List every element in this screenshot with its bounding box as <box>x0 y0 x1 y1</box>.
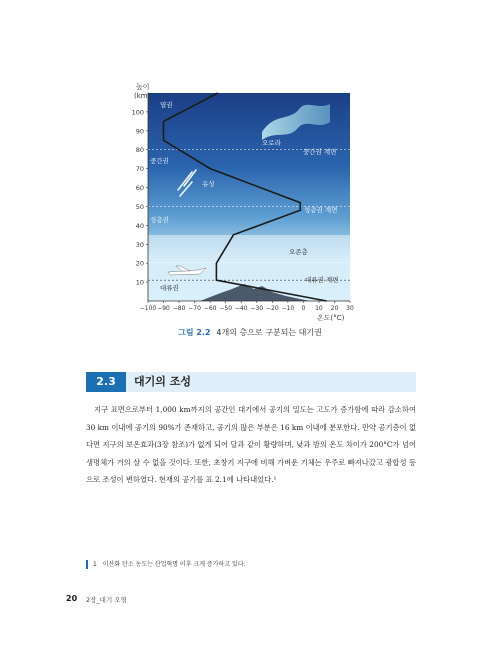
y-tick-label: 70 <box>135 165 144 174</box>
x-tick-label: −70 <box>188 305 201 312</box>
layer-mesosphere-label: 중간권 <box>150 157 169 165</box>
meteor-label: 유성 <box>202 180 215 188</box>
ozone-label: 오존층 <box>289 248 308 256</box>
y-tick-label: 60 <box>135 184 144 193</box>
y-axis-title: 높이 <box>136 83 150 91</box>
layer-stratosphere-label: 성층권 <box>150 216 169 224</box>
y-tick-label: 30 <box>135 240 144 249</box>
body-text <box>86 401 416 489</box>
x-tick-label: −60 <box>203 305 217 312</box>
body-paragraph: 지구 표면으로부터 1,000 km까지의 공간인 대기에서 공기의 밀도는 고도가 증가함에 따라 감소하여 30 km 이내에 공기의 90%가 존재하고, 공기의 많은 부분은 16 km 이내에 분포한다. 만약 공기층이 없다면 지구의 보온효과(3장 참조)가 없게 되어 달과 같이 황량하며, 낮과 밤의 온도 차이가 200°C가 넘어 생명체가 거의 살 수 없을 것이다. 또한, 초창기 지구에 비해 가벼운 기체는 우주로 빠져나갔고 광합성 등으로 조성이 변하였다. 현재의 공기를 표 2.1에 나타내었다.¹ <box>86 405 416 485</box>
x-tick-label: −90 <box>157 305 170 312</box>
x-tick-label: −80 <box>172 305 186 312</box>
y-tick-label: 90 <box>135 127 144 136</box>
x-tick-label: −50 <box>219 305 233 312</box>
layer-thermosphere-label: 열권 <box>160 101 173 109</box>
x-tick-labels <box>140 301 354 312</box>
aurora-label: 오로라 <box>262 139 281 147</box>
y-tick-label: 40 <box>135 221 144 230</box>
footnote <box>93 559 246 570</box>
x-tick-label: 30 <box>346 305 354 312</box>
figure-caption-text: 4개의 층으로 구분되는 대기권 <box>216 328 322 337</box>
x-tick-label: −10 <box>281 305 295 312</box>
section-title: 대기의 조성 <box>134 375 191 388</box>
x-tick-label: −100 <box>139 305 157 312</box>
footnote-number: 1 <box>93 561 97 568</box>
section-number: 2.3 <box>86 372 126 392</box>
y-tick-label: 20 <box>135 259 144 268</box>
y-tick-label: 100 <box>131 108 144 117</box>
page-number: 20 <box>66 594 78 603</box>
running-head: 2장_대기 오염 <box>86 596 127 604</box>
tropopause-label: 대류권 계면 <box>305 276 339 284</box>
y-axis-unit: (km) <box>134 92 151 100</box>
figure-caption <box>0 327 500 338</box>
x-tick-label: 20 <box>330 305 339 312</box>
x-tick-label: 10 <box>315 305 323 312</box>
footnote-marker-bar <box>86 560 88 569</box>
ozone-band <box>148 235 350 263</box>
x-tick-label: 0 <box>301 305 306 312</box>
stratopause-label: 성층권 계면 <box>304 206 338 214</box>
y-tick-label: 80 <box>135 146 144 155</box>
x-tick-label: −20 <box>265 305 279 312</box>
figure-caption-number: 그림 2.2 <box>178 328 211 337</box>
y-tick-labels <box>132 108 148 286</box>
y-tick-label: 10 <box>135 278 144 287</box>
x-axis-label: 온도(°C) <box>317 314 345 322</box>
y-tick-label: 50 <box>135 202 144 211</box>
layer-troposphere-label: 대류권 <box>160 284 179 292</box>
x-tick-label: −40 <box>234 305 248 312</box>
footnote-text: 이산화 탄소 농도는 산업혁명 이후 크게 증가하고 있다. <box>102 561 246 568</box>
mesopause-label: 중간권 계면 <box>303 148 337 156</box>
x-tick-label: −30 <box>250 305 264 312</box>
